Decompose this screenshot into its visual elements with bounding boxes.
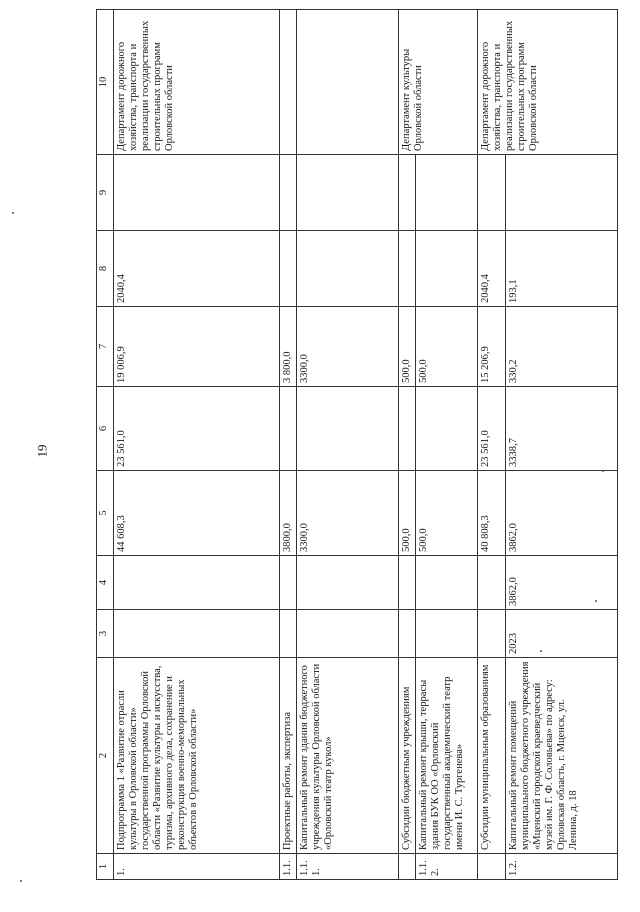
cell-col4 xyxy=(297,556,399,610)
header-cell: 5 xyxy=(97,471,114,556)
cell-col9 xyxy=(416,155,478,231)
header-cell: 3 xyxy=(97,610,114,658)
row-department: Департамент дорожного хозяйства, транспорта и реализации государственных строительных программ Орловской области xyxy=(114,10,280,155)
row-name: Капитальный ремонт здания бюджетного учреждения культуры Орловской области «Орловский театр кукол» xyxy=(297,658,399,854)
cell-col7: 500,0 xyxy=(416,307,478,387)
scan-speck xyxy=(602,470,604,472)
cell-col9 xyxy=(506,155,618,231)
table-row xyxy=(399,10,416,880)
row-department: Департамент дорожного хозяйства, транспорта и реализации государственных строительных программ Орловской области xyxy=(478,10,618,155)
cell-col9 xyxy=(478,155,506,231)
header-cell: 8 xyxy=(97,231,114,307)
cell-col7: 330,2 xyxy=(506,307,618,387)
cell-col6 xyxy=(297,387,399,471)
cell-col4: 3862,0 xyxy=(506,556,618,610)
cell-col9 xyxy=(280,155,297,231)
cell-col3 xyxy=(114,610,280,658)
cell-col8: 193,1 xyxy=(506,231,618,307)
cell-col4 xyxy=(114,556,280,610)
cell-col3 xyxy=(478,610,506,658)
cell-col4 xyxy=(280,556,297,610)
cell-col5: 500,0 xyxy=(416,471,478,556)
cell-col6 xyxy=(399,387,416,471)
row-name: Субсидии муниципальным образованиям xyxy=(478,658,506,854)
header-cell: 7 xyxy=(97,307,114,387)
cell-col7: 15 206,9 xyxy=(478,307,506,387)
row-number: 1.1.2. xyxy=(416,854,478,880)
budget-table-container xyxy=(96,10,618,880)
row-department xyxy=(297,10,399,155)
cell-col6: 23 561,0 xyxy=(114,387,280,471)
table-header-row xyxy=(97,10,114,880)
cell-col7: 3 800,0 xyxy=(280,307,297,387)
row-name: Проектные работы, экспертиза xyxy=(280,658,297,854)
table-row xyxy=(280,10,297,880)
cell-col5: 44 608,3 xyxy=(114,471,280,556)
cell-col5: 40 808,3 xyxy=(478,471,506,556)
cell-col8 xyxy=(280,231,297,307)
row-name: Подпрограмма 1 «Развитие отрасли культуры в Орловской области» государственной программы Орловской области «Развитие культуры и искусства, туризма, архивного дела, сохранение и реконструкция военно-мемориальных объектов в Орловской области» xyxy=(114,658,280,854)
scan-speck xyxy=(12,212,14,214)
cell-col5: 500,0 xyxy=(399,471,416,556)
cell-col9 xyxy=(399,155,416,231)
cell-col9 xyxy=(297,155,399,231)
cell-col8 xyxy=(297,231,399,307)
scan-speck xyxy=(540,650,542,652)
cell-col8: 2040,4 xyxy=(114,231,280,307)
cell-col8: 2040,4 xyxy=(478,231,506,307)
cell-col8 xyxy=(399,231,416,307)
header-cell: 4 xyxy=(97,556,114,610)
cell-col4 xyxy=(399,556,416,610)
cell-col7: 500,0 xyxy=(399,307,416,387)
row-number xyxy=(399,854,416,880)
row-department: Департамент культуры Орловской области xyxy=(399,10,478,155)
header-cell: 1 xyxy=(97,854,114,880)
cell-col6: 23 561,0 xyxy=(478,387,506,471)
row-name: Капитальный ремонт помещений муниципального бюджетного учреждения «Мценский городской краеведческий музей им. Г. Ф. Соловьева» по адресу: Орловская область, г. Мценск, ул. Ленина, д. 18 xyxy=(506,658,618,854)
cell-col3 xyxy=(399,610,416,658)
cell-col3 xyxy=(416,610,478,658)
cell-col9 xyxy=(114,155,280,231)
scan-speck xyxy=(595,600,597,602)
table-row xyxy=(297,10,399,880)
cell-col6: 3338,7 xyxy=(506,387,618,471)
cell-col3: 2023 xyxy=(506,610,618,658)
cell-col5: 3862,0 xyxy=(506,471,618,556)
cell-col8 xyxy=(416,231,478,307)
cell-col4 xyxy=(416,556,478,610)
cell-col7: 19 006,9 xyxy=(114,307,280,387)
cell-col5: 3800,0 xyxy=(280,471,297,556)
cell-col4 xyxy=(478,556,506,610)
table-row xyxy=(114,10,280,880)
header-cell: 6 xyxy=(97,387,114,471)
header-cell: 9 xyxy=(97,155,114,231)
budget-table xyxy=(96,9,618,880)
header-cell: 2 xyxy=(97,658,114,854)
row-number: 1.2. xyxy=(506,854,618,880)
cell-col5: 3300,0 xyxy=(297,471,399,556)
row-number: 1.1.1. xyxy=(297,854,399,880)
row-number: 1.1. xyxy=(280,854,297,880)
cell-col6 xyxy=(416,387,478,471)
table-row xyxy=(478,10,506,880)
row-department xyxy=(280,10,297,155)
row-name: Субсидии бюджетным учреждениям xyxy=(399,658,416,854)
cell-col7: 3300,0 xyxy=(297,307,399,387)
cell-col6 xyxy=(280,387,297,471)
row-number: 1. xyxy=(114,854,280,880)
scan-speck xyxy=(20,880,22,882)
header-cell: 10 xyxy=(97,10,114,155)
cell-col3 xyxy=(297,610,399,658)
row-name: Капитальный ремонт крыши, террасы здания БУК ОО «Орловский государственный академический театр имени И. С. Тургенева» xyxy=(416,658,478,854)
cell-col3 xyxy=(280,610,297,658)
row-number xyxy=(478,854,506,880)
page-number: 19 xyxy=(34,444,50,458)
